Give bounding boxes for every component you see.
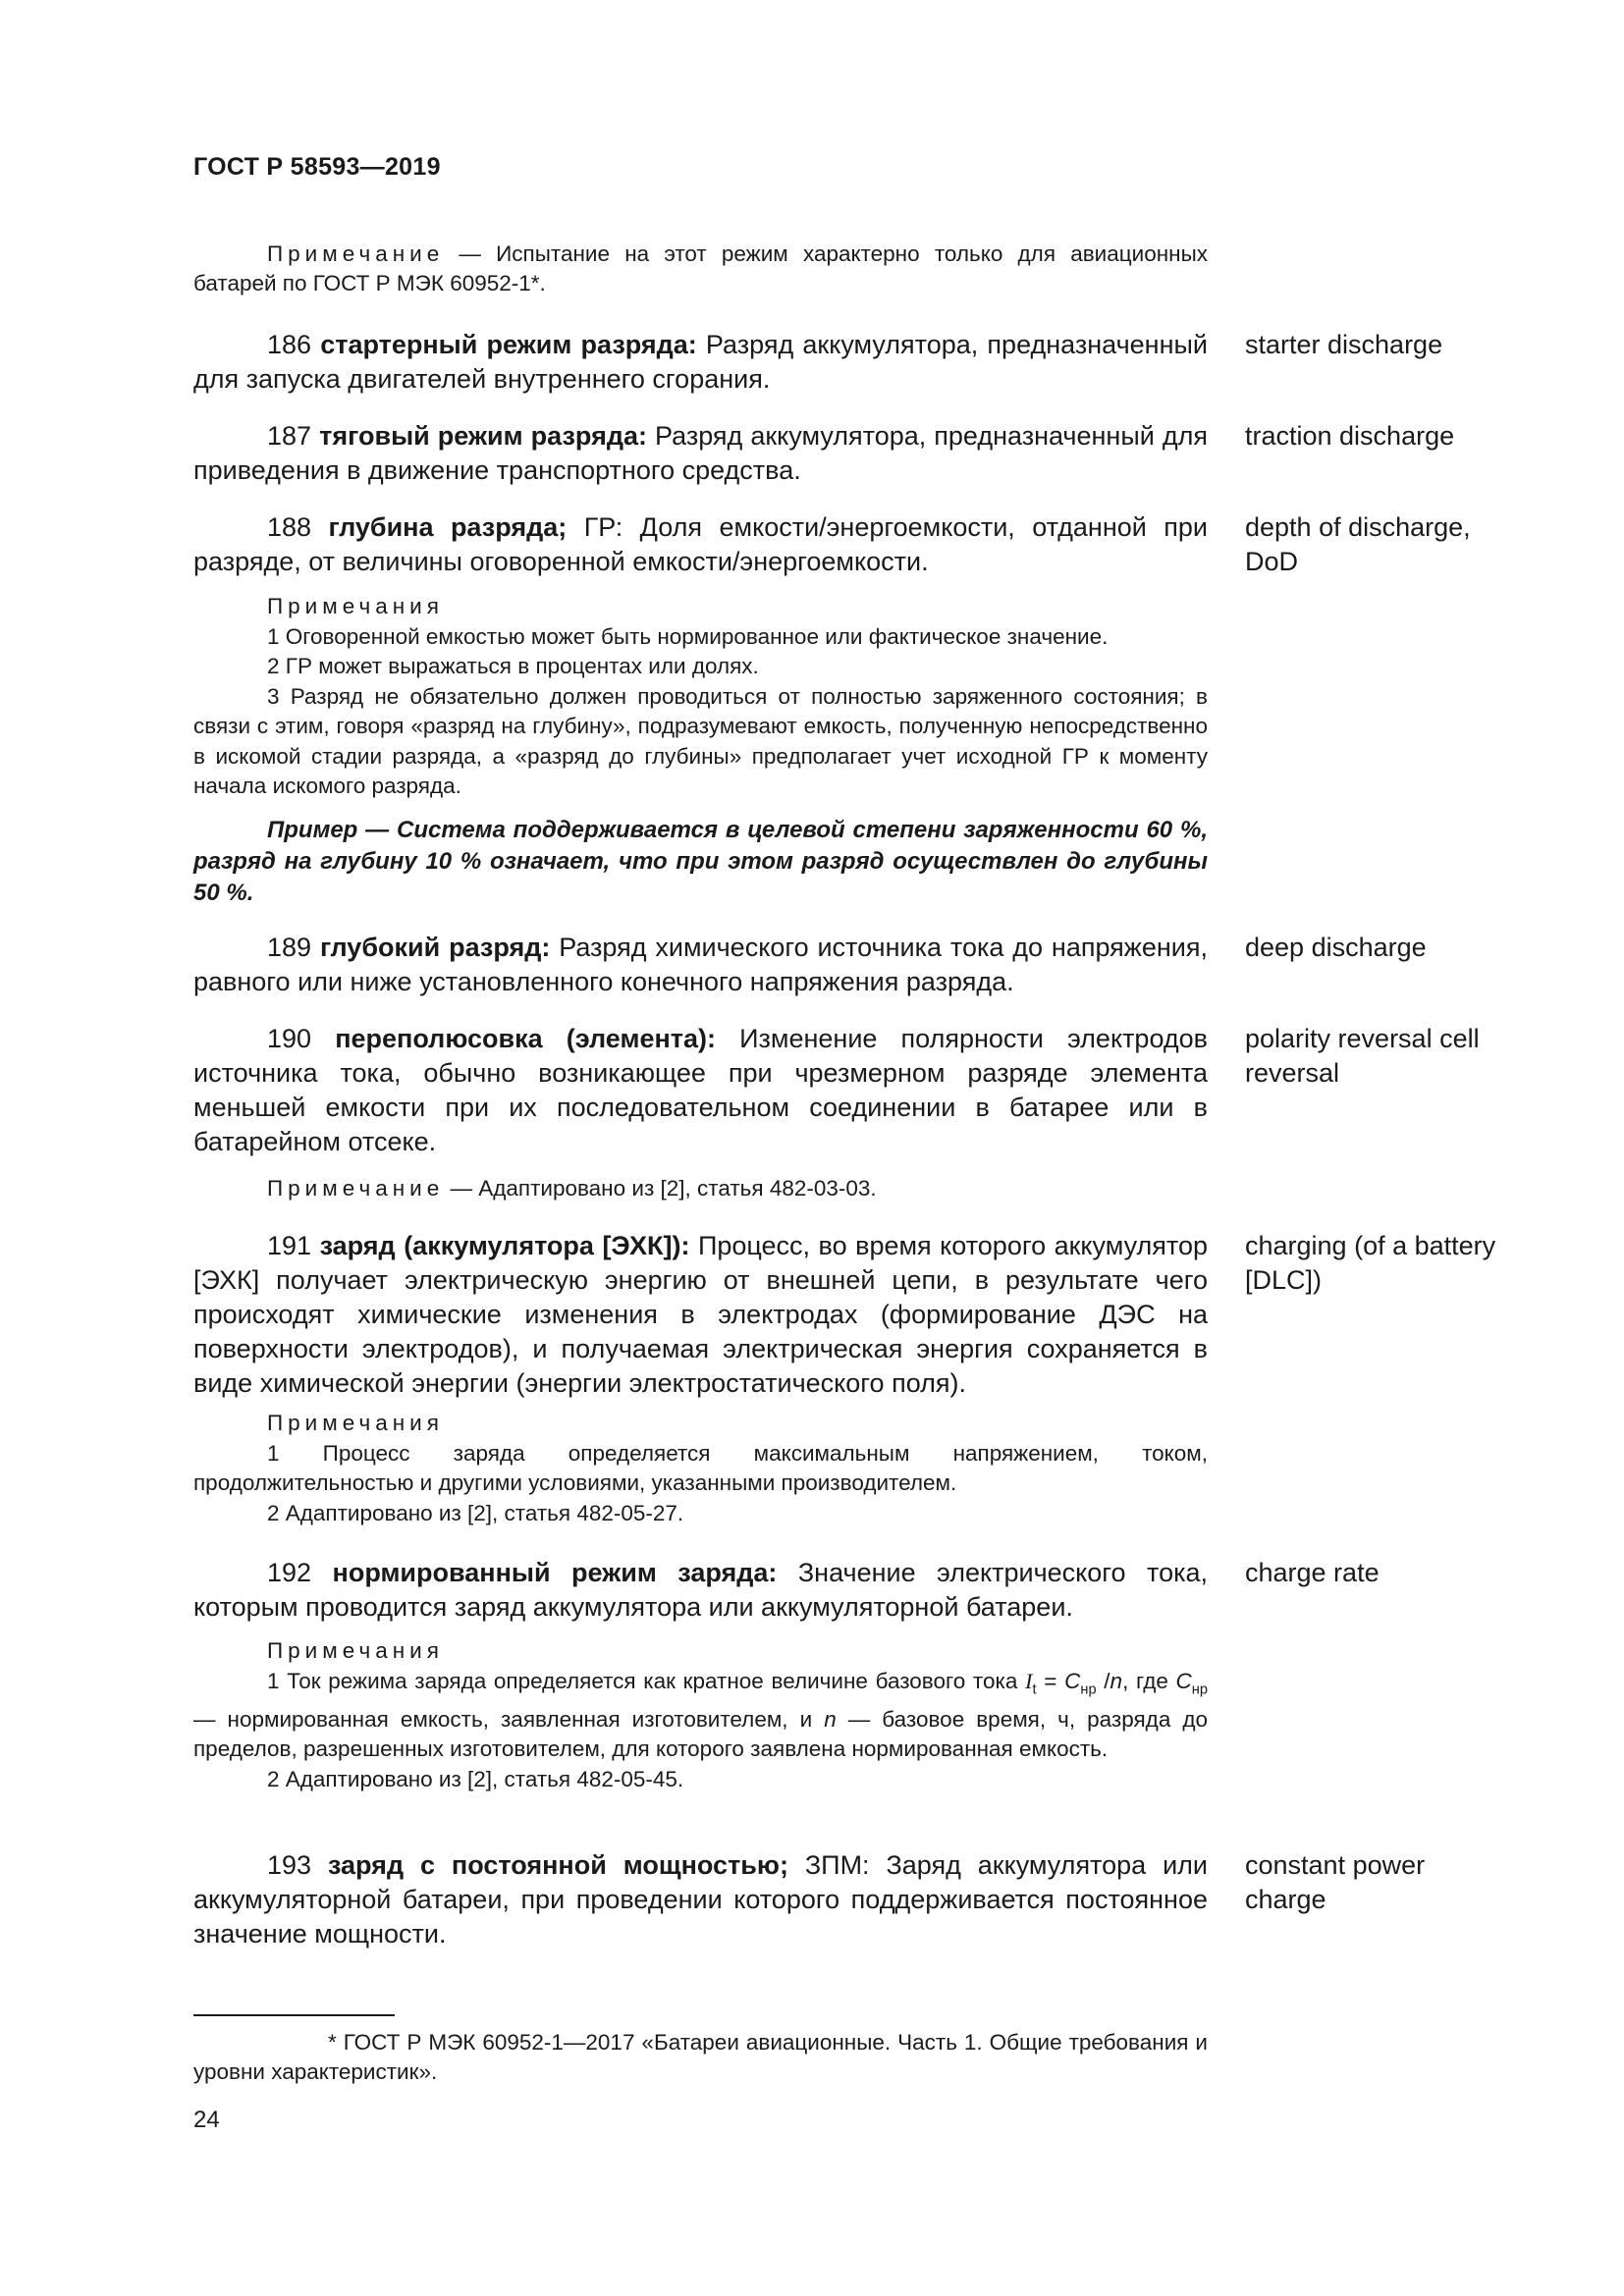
term-187 — [193, 419, 1208, 488]
term-number: 191 — [267, 1231, 312, 1260]
footnote-separator — [193, 2014, 395, 2016]
term-title: тяговый режим разряда: — [319, 421, 647, 451]
term-title: глубина разряда; — [328, 512, 568, 542]
term-186 — [193, 328, 1208, 397]
note-item: 1 Оговоренной емкостью может быть нормированное или фактическое значение. — [267, 623, 1109, 649]
notes-191 — [193, 1409, 1208, 1528]
term-190 — [193, 1022, 1208, 1159]
term-title: стартерный режим разряда: — [320, 330, 697, 359]
note-top — [193, 240, 1208, 298]
term-192 — [193, 1556, 1208, 1625]
term-192-english: charge rate — [1245, 1558, 1380, 1587]
term-title: переполюсовка (элемента): — [335, 1024, 716, 1053]
term-193-english: constant power charge — [1245, 1850, 1426, 1914]
term-definition: ЗПМ: Заряд аккумулятора или аккумуляторной батареи, при проведении которого поддерживается постоянное значение мощности. — [193, 1850, 1208, 1949]
note-item: 2 Адаптировано из [2], статья 482-05-45. — [267, 1766, 684, 1791]
term-title: заряд (аккумулятора [ЭХК]): — [319, 1231, 690, 1260]
term-number: 188 — [267, 512, 312, 542]
term-definition: Процесс, во время которого аккумулятор [ЭХК] получает электрическую энергию от внешней цепи, в результате чего происходят химические изменения в электродах (формирование ДЭС на поверхности электродов), и получаемая электрическая энергия сохраняется в виде химической энергии (энергии электростатического поля). — [193, 1231, 1208, 1398]
note-label: Примечание — [267, 1176, 445, 1201]
term-187-english: traction discharge — [1245, 421, 1455, 451]
term-definition: Изменение полярности электродов источника тока, обычно возникающее при чрезмерном разряде элемента меньшей емкости при их последовательном соединении в батарее или в батарейном отсеке. — [193, 1024, 1208, 1156]
notes-heading: Примечания — [267, 594, 444, 618]
term-189-english: deep discharge — [1245, 933, 1427, 962]
note-label: Примечание — [267, 241, 445, 266]
footnote — [193, 2028, 1208, 2087]
example-text: Пример — Система поддерживается в целевой степени заряженности 60 %, разряд на глубину 10 % означает, что при этом разряд осуществлен до глубины 50 %. — [193, 817, 1208, 906]
term-definition: Разряд химического источника тока до напряжения, равного или ниже установленного конечного напряжения разряда. — [193, 933, 1208, 996]
term-definition: Разряд аккумулятора, предназначенный для запуска двигателей внутреннего сгорания. — [193, 330, 1208, 394]
term-188 — [193, 510, 1208, 579]
term-188-english: depth of discharge, DoD — [1245, 512, 1471, 576]
term-190-english: polarity reversal cell reversal — [1245, 1024, 1480, 1088]
term-number: 186 — [267, 330, 312, 359]
term-191-english: charging (of a battery [DLC]) — [1245, 1231, 1496, 1295]
term-191 — [193, 1229, 1208, 1401]
note-text: — Адаптировано из [2], статья 482-03-03. — [444, 1176, 877, 1201]
notes-heading: Примечания — [267, 1411, 444, 1435]
note-item: 3 Разряд не обязательно должен проводиться от полностью заряженного состояния; в связи с этим, говоря «разряд на глубину», подразумевают емкость, полученную непосредственно в искомой стадии разряда, а «разряд до глубины» предполагает учет исходной ГР к моменту начала искомого разряда. — [193, 683, 1208, 798]
term-189 — [193, 931, 1208, 999]
term-number: 193 — [267, 1850, 312, 1880]
notes-188 — [193, 592, 1208, 802]
term-number: 187 — [267, 421, 312, 451]
document-header: ГОСТ Р 58593—2019 — [193, 153, 441, 181]
note-190 — [193, 1174, 1208, 1203]
term-number: 192 — [267, 1558, 312, 1587]
page-number: 24 — [193, 2107, 220, 2133]
term-title: нормированный режим заряда: — [332, 1558, 778, 1587]
note-text: — Испытание на этот режим характерно только для авиационных батарей по ГОСТ Р МЭК 60952-1*. — [193, 241, 1208, 295]
note-item: 2 Адаптировано из [2], статья 482-05-27. — [267, 1500, 684, 1525]
note-item: 1 Ток режима заряда определяется как кратное величине базового тока $I_t = C_{нр}$ /n, где $C_{нр}$ — нормированная емкость, заявленная изготовителем, и n — базовое время, ч, разряда до пределов, разрешенных изготовителем, для которого заявлена нормированная емкость. — [193, 1668, 1209, 1761]
term-number: 190 — [267, 1024, 312, 1053]
footnote-text: * ГОСТ Р МЭК 60952-1—2017 «Батареи авиационные. Часть 1. Общие требования и уровни характеристик». — [193, 2030, 1208, 2084]
term-title: глубокий разряд: — [319, 933, 551, 962]
term-title: заряд с постоянной мощностью; — [327, 1850, 788, 1880]
term-definition: Разряд аккумулятора, предназначенный для приведения в движение транспортного средства. — [193, 421, 1208, 485]
term-number: 189 — [267, 933, 312, 962]
note-item: 2 ГР может выражаться в процентах или долях. — [267, 654, 759, 678]
term-definition: Значение электрического тока, которым проводится заряд аккумулятора или аккумуляторной батареи. — [193, 1558, 1209, 1622]
note-item: 1 Процесс заряда определяется максимальным напряжением, током, продолжительностью и другими условиями, указанными производителем. — [193, 1440, 1208, 1495]
example-188 — [193, 815, 1208, 909]
notes-192 — [193, 1636, 1208, 1794]
notes-heading: Примечания — [267, 1638, 444, 1663]
term-definition: ГР: Доля емкости/энергоемкости, отданной при разряде, от величины оговоренной емкости/энергоемкости. — [193, 512, 1208, 576]
term-193 — [193, 1848, 1208, 1951]
term-186-english: starter discharge — [1245, 330, 1443, 359]
